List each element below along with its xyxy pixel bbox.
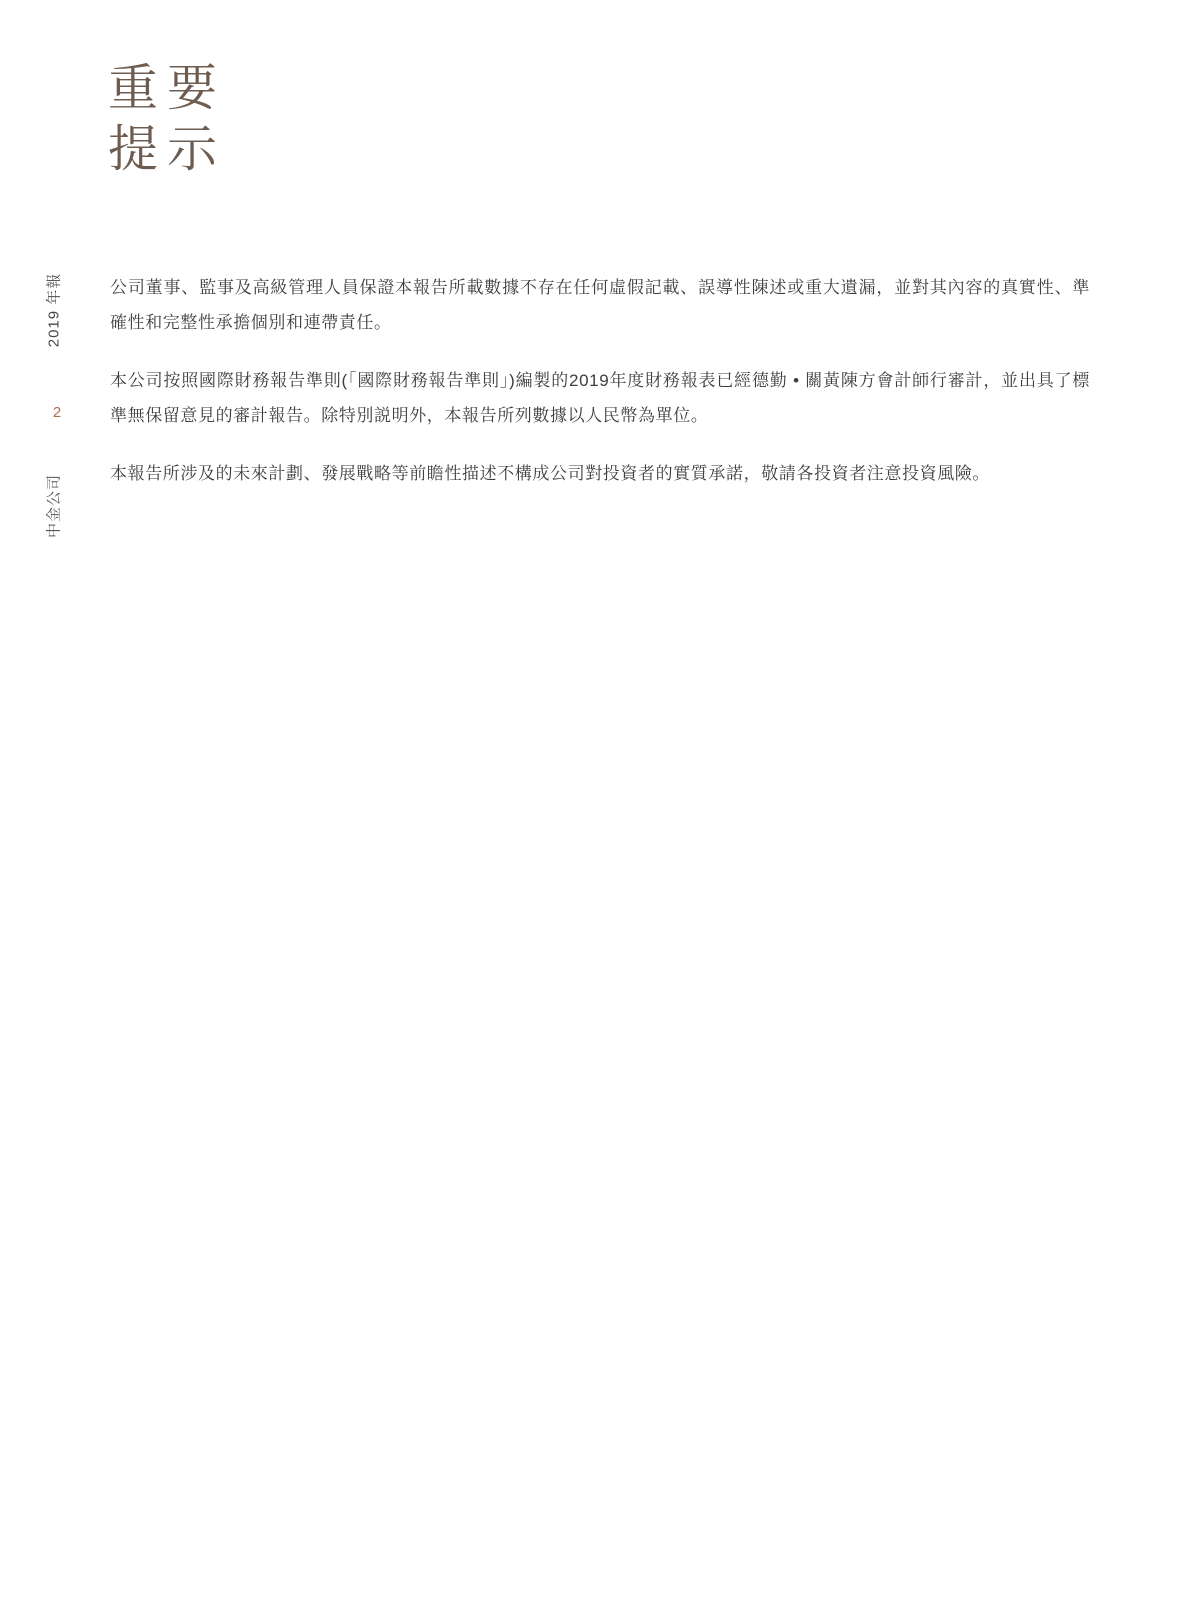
page-title-line-2: 提示 xyxy=(108,121,226,177)
notice-paragraph-1: 公司董事、監事及高級管理人員保證本報告所載數據不存在任何虛假記載、誤導性陳述或重大遺漏，並對其內容的真實性、準確性和完整性承擔個別和連帶責任。 xyxy=(110,278,1090,332)
sidebar-company-label: 中金公司 xyxy=(45,473,63,539)
notice-body xyxy=(110,270,1090,514)
page-number: 2 xyxy=(52,404,62,421)
page-title xyxy=(108,58,226,180)
notice-paragraph-2: 本公司按照國際財務報告準則(「國際財務報告準則」)編製的2019年度財務報表已經德勤 • 關黃陳方會計師行審計，並出具了標準無保留意見的審計報告。除特別説明外，本報告所列數據以人民幣為單位。 xyxy=(110,371,1090,425)
notice-paragraph-3: 本報告所涉及的未來計劃、發展戰略等前瞻性描述不構成公司對投資者的實質承諾，敬請各投資者注意投資風險。 xyxy=(110,464,990,483)
sidebar-report-year-label: 2019 年報 xyxy=(45,272,63,348)
page-title-line-1: 重要 xyxy=(108,60,226,116)
